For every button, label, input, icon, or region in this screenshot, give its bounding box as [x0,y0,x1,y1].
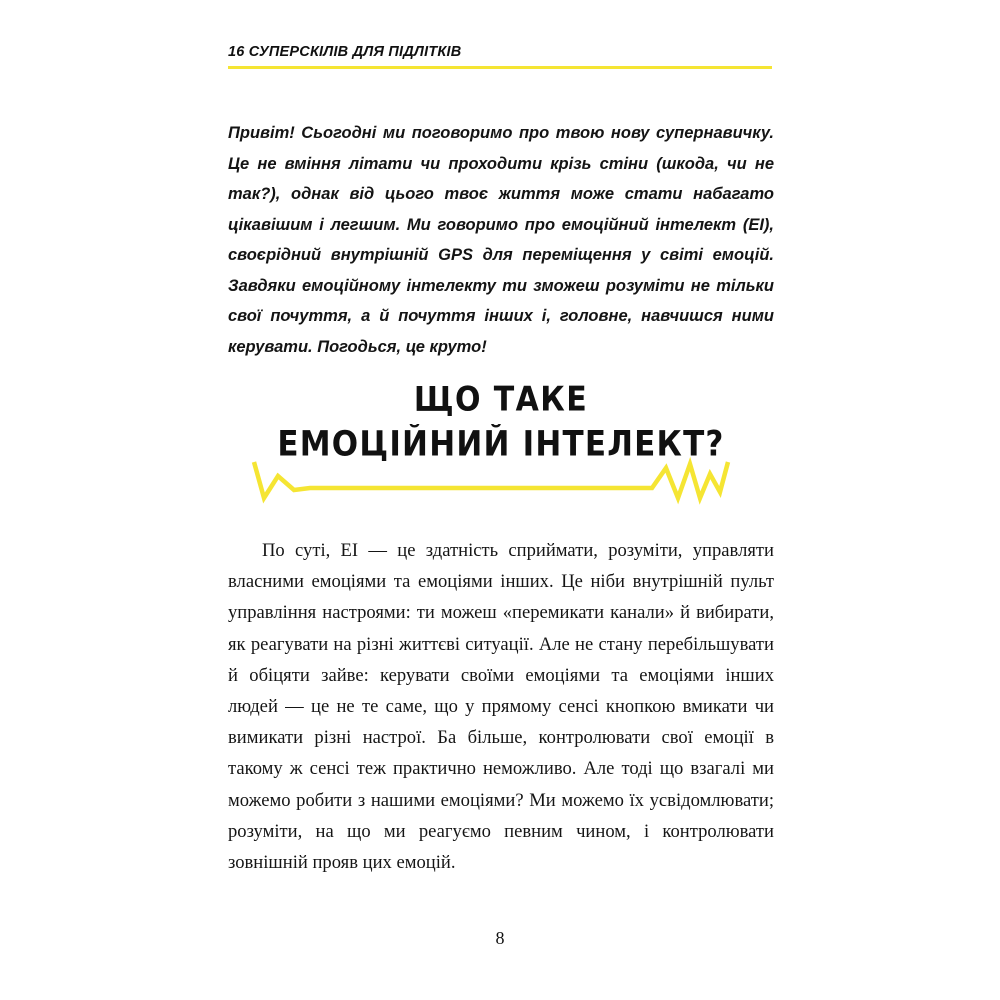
intro-paragraph-block [228,118,774,362]
page-number: 8 [495,928,505,948]
section-heading-line-1: ЩО ТАКЕ [413,380,589,420]
body-text-block [228,535,774,878]
intro-paragraph: Привіт! Сьогодні ми поговоримо про твою нову супернавичку. Це не вміння літати чи проходити крізь стіни (шкода, чи не так?), однак від цього твоє життя може стати набагато цікавішим і легшим. Ми говоримо про емоційний інтелект (ЕІ), своєрідний внутрішній GPS для переміщення у світі емоцій. Завдяки емоційному інтелекту ти зможеш розуміти не тільки свої почуття, а й почуття інших і, головне, навчишся ними керувати. Погодься, це круто! [228,124,774,356]
running-head [228,44,772,69]
running-head-text: 16 СУПЕРСКІЛІВ ДЛЯ ПІДЛІТКІВ [228,44,462,60]
body-paragraph: По суті, ЕІ — це здатність сприймати, розуміти, управляти власними емоціями та емоціями інших. Це ніби внутрішній пульт управління настроями: ти можеш «перемикати канали» й вибирати, як реагувати на різні життєві ситуації. Але не стану перебільшувати й обіцяти зайве: керувати своїми емоціями та емоціями інших людей — це не те саме, що у прямому сенсі кнопкою вмикати чи вимикати різні настрої. Ба більше, контролювати свої емоції в такому ж сенсі теж практично неможливо. Але тоді що взагалі ми можемо робити з нашими емоціями? Ми можемо їх усвідомлювати; розуміти, на що ми реагуємо певним чином, і контролювати зовнішній прояв цих емоцій. [228,540,774,874]
running-head-rule [228,66,772,69]
zigzag-underline-icon [248,452,748,508]
section-heading-line-2: ЕМОЦІЙНИЙ ІНТЕЛЕКТ? [277,424,725,465]
section-heading [228,378,774,465]
